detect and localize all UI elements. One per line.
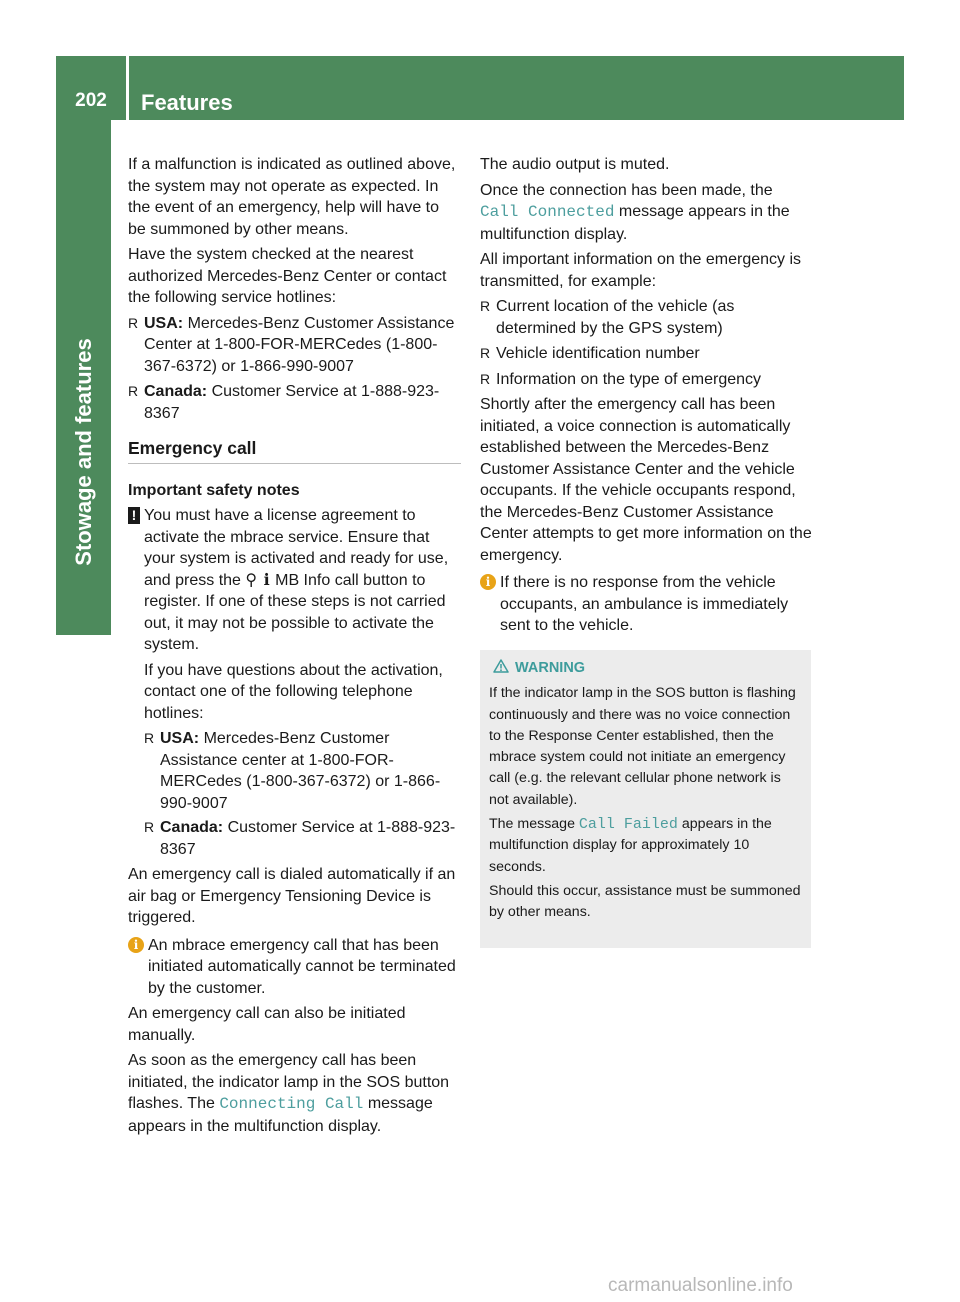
warning-text bbox=[489, 814, 804, 878]
paragraph: An emergency call can also be initiated manually. bbox=[128, 1005, 406, 1044]
warning-title: WARNING bbox=[515, 660, 586, 676]
left-column bbox=[128, 154, 461, 1141]
paragraph-text: As soon as the emergency call has been initiated, the indicator lamp in the SOS button flashes. The bbox=[128, 1052, 450, 1112]
bullet-icon: R bbox=[144, 819, 155, 835]
list-item bbox=[128, 313, 461, 378]
bullet-icon: R bbox=[480, 345, 491, 361]
list-item bbox=[480, 369, 812, 391]
info-icon: i bbox=[128, 937, 144, 953]
warning-content bbox=[489, 658, 804, 927]
right-column bbox=[480, 154, 812, 641]
side-tab-label: Stowage and features bbox=[71, 338, 96, 566]
hotline-label: USA: bbox=[160, 730, 200, 747]
warning-box bbox=[480, 650, 811, 948]
hotline-text: Customer Service at 1-888-923-8367 bbox=[160, 819, 456, 858]
display-message: Call Connected bbox=[480, 203, 615, 221]
bullet-icon: R bbox=[128, 383, 139, 399]
paragraph: All important information on the emergency is transmitted, for example: bbox=[480, 251, 802, 290]
paragraph-text: Once the connection has been made, the bbox=[480, 181, 773, 199]
display-message: Call Failed bbox=[578, 816, 678, 834]
subsection-heading: Important safety notes bbox=[128, 481, 300, 499]
display-message: Connecting Call bbox=[219, 1095, 364, 1113]
info-note bbox=[128, 935, 461, 1000]
hotline-label: USA: bbox=[144, 314, 184, 332]
note-text: You must have a license agreement to activate the mbrace service. Ensure that your system is activated and ready for use, and press the bbox=[144, 507, 449, 589]
note-text: MB Info call button to register. If one of these steps is not carried out, it may not be possible to activate the system. bbox=[144, 571, 446, 653]
bullet-icon: R bbox=[480, 298, 491, 314]
hotline-text: Mercedes-Benz Customer Assistance Center at 1-800-FOR-MERCedes (1-800-367-6372) or 1-866-990-9007 bbox=[144, 314, 455, 375]
bullet-icon: R bbox=[480, 370, 491, 387]
list-item bbox=[480, 343, 812, 365]
hotline-text: Customer Service at 1-888-923-8367 bbox=[144, 383, 440, 422]
paragraph: An emergency call is dialed automatically if an air bag or Emergency Tensioning Device is triggered. bbox=[128, 866, 456, 926]
hotline-text: Mercedes-Benz Customer Assistance center at 1-800-FOR-MERCedes (1-800-367-6372) or 1-866-990-9007 bbox=[160, 730, 441, 812]
list-item bbox=[144, 728, 461, 814]
paragraph bbox=[480, 180, 812, 246]
page-number: 202 bbox=[75, 90, 107, 111]
note-text: If you have questions about the activation, contact one of the following telephone hotlines: bbox=[144, 661, 443, 722]
paragraph-text: message appears in the multifunction display. bbox=[480, 203, 790, 243]
bullet-icon: R bbox=[144, 730, 155, 746]
hotline-label: Canada: bbox=[160, 819, 224, 836]
exclamation-icon: ! bbox=[128, 507, 140, 524]
info-note bbox=[480, 572, 812, 637]
warning-heading bbox=[489, 658, 804, 679]
info-text: An mbrace emergency call that has been initiated automatically cannot be terminated by the customer. bbox=[148, 936, 456, 997]
section-heading: Emergency call bbox=[128, 438, 461, 464]
warning-text-part: The message bbox=[489, 816, 575, 833]
watermark: carmanualsonline.info bbox=[608, 1275, 793, 1296]
warning-text-part: appears in the multifunction display for approximately 10 seconds. bbox=[489, 816, 772, 875]
list-item bbox=[128, 381, 461, 424]
paragraph bbox=[128, 1050, 461, 1137]
header-divider bbox=[126, 56, 129, 120]
list-item bbox=[144, 817, 461, 860]
hotline-label: Canada: bbox=[144, 383, 208, 400]
warning-text: Should this occur, assistance must be summoned by other means. bbox=[489, 882, 801, 921]
paragraph: The audio output is muted. bbox=[480, 156, 670, 173]
info-text: If there is no response from the vehicle occupants, an ambulance is immediately sent to the vehicle. bbox=[500, 574, 789, 634]
warning-triangle-icon bbox=[493, 659, 509, 673]
side-tab-block bbox=[56, 580, 111, 635]
list-item-text: Information on the type of emergency bbox=[496, 370, 762, 388]
list-item-text: Vehicle identification number bbox=[496, 345, 700, 362]
info-icon: i bbox=[480, 574, 496, 590]
list-item bbox=[480, 296, 812, 339]
bullet-icon: R bbox=[128, 314, 139, 331]
warning-text: If the indicator lamp in the SOS button is flashing continuously and there was no voice connection to the Response Center established, then the mbrace system could not initiate an emergency call (e.g. the relevant cellular phone network is not available). bbox=[489, 685, 796, 808]
safety-note bbox=[128, 505, 461, 860]
phone-info-button-icon: ⚲ ℹ bbox=[245, 571, 271, 589]
paragraph-text: message appears in the multifunction display. bbox=[128, 1095, 433, 1135]
section-title: Features bbox=[141, 90, 233, 115]
paragraph: If a malfunction is indicated as outlined above, the system may not operate as expected. In the event of an emergency, help will have to be summoned by other means. bbox=[128, 156, 456, 238]
paragraph: Shortly after the emergency call has been initiated, a voice connection is automatically established between the Mercedes-Benz Customer Assistance Center and the vehicle occupants. If the vehicle occupants respond, the Mercedes-Benz Customer Assistance Center attempts to get more information on the emergency. bbox=[480, 396, 812, 564]
paragraph: Have the system checked at the nearest authorized Mercedes-Benz Center or contact the following service hotlines: bbox=[128, 246, 447, 306]
list-item-text: Current location of the vehicle (as determined by the GPS system) bbox=[496, 298, 735, 337]
